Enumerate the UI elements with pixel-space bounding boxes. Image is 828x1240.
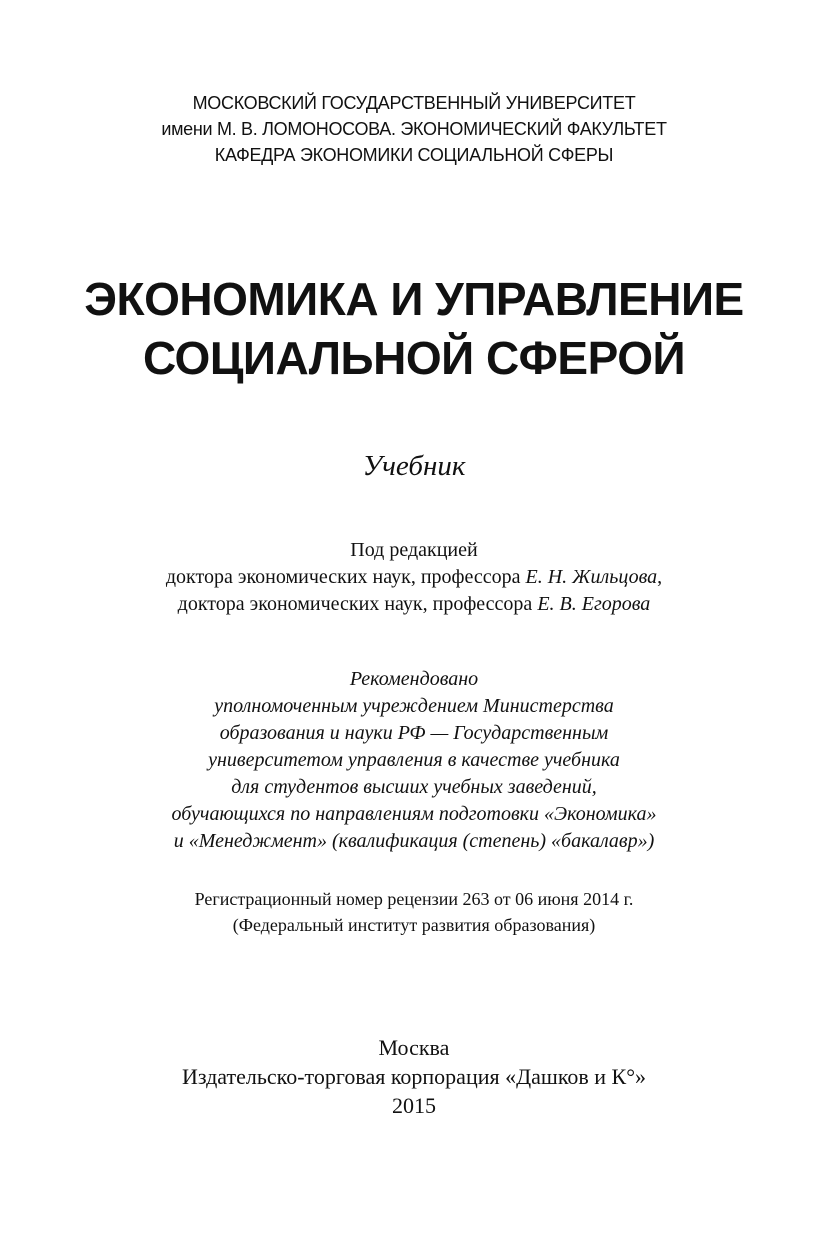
imprint-publisher: Издательско-торговая корпорация «Дашков и К°»	[181, 1064, 647, 1089]
recommendation-line-4: университетом управления в качестве учебника	[208, 749, 620, 771]
recommendation-line-5: для студентов высших учебных заведений,	[231, 776, 597, 798]
editor-line-2	[0, 591, 828, 617]
institution-line-3: КАФЕДРА ЭКОНОМИКИ СОЦИАЛЬНОЙ СФЕРЫ	[214, 145, 614, 165]
registration-line-1: Регистрационный номер рецензии 263 от 06 июня 2014 г.	[194, 889, 634, 909]
recommendation-line-7: и «Менеджмент» (квалификация (степень) «бакалавр»)	[173, 830, 655, 852]
recommendation-line-3: образования и науки РФ — Государственным	[219, 722, 609, 744]
recommendation-line-1: Рекомендовано	[349, 668, 479, 690]
institution-line-2: имени М. В. ЛОМОНОСОВА. ЭКОНОМИЧЕСКИЙ ФАКУЛЬТЕТ	[161, 119, 667, 139]
recommendation-line-2: уполномоченным учреждением Министерства	[214, 695, 614, 717]
imprint-year: 2015	[392, 1093, 436, 1118]
institution-line-1: МОСКОВСКИЙ ГОСУДАРСТВЕННЫЙ УНИВЕРСИТЕТ	[192, 93, 636, 113]
editors-intro: Под редакцией	[350, 539, 478, 561]
recommendation-line-6: обучающихся по направлениям подготовки «Экономика»	[171, 803, 657, 825]
editor-line-1	[0, 564, 828, 590]
book-subtitle: Учебник	[362, 450, 466, 482]
editor-1-credentials: доктора экономических наук, профессора	[165, 566, 526, 588]
registration-line-2: (Федеральный институт развития образования)	[232, 915, 596, 935]
editor-2-name: Е. В. Егорова	[537, 593, 651, 615]
editor-2-credentials: доктора экономических наук, профессора	[177, 593, 538, 615]
imprint-city: Москва	[378, 1035, 450, 1060]
editor-1-suffix: ,	[657, 566, 663, 588]
editor-1-name: Е. Н. Жильцова	[525, 566, 658, 588]
book-title-line-1: ЭКОНОМИКА И УПРАВЛЕНИЕ	[84, 273, 744, 325]
book-title-line-2: СОЦИАЛЬНОЙ СФЕРОЙ	[142, 332, 686, 384]
